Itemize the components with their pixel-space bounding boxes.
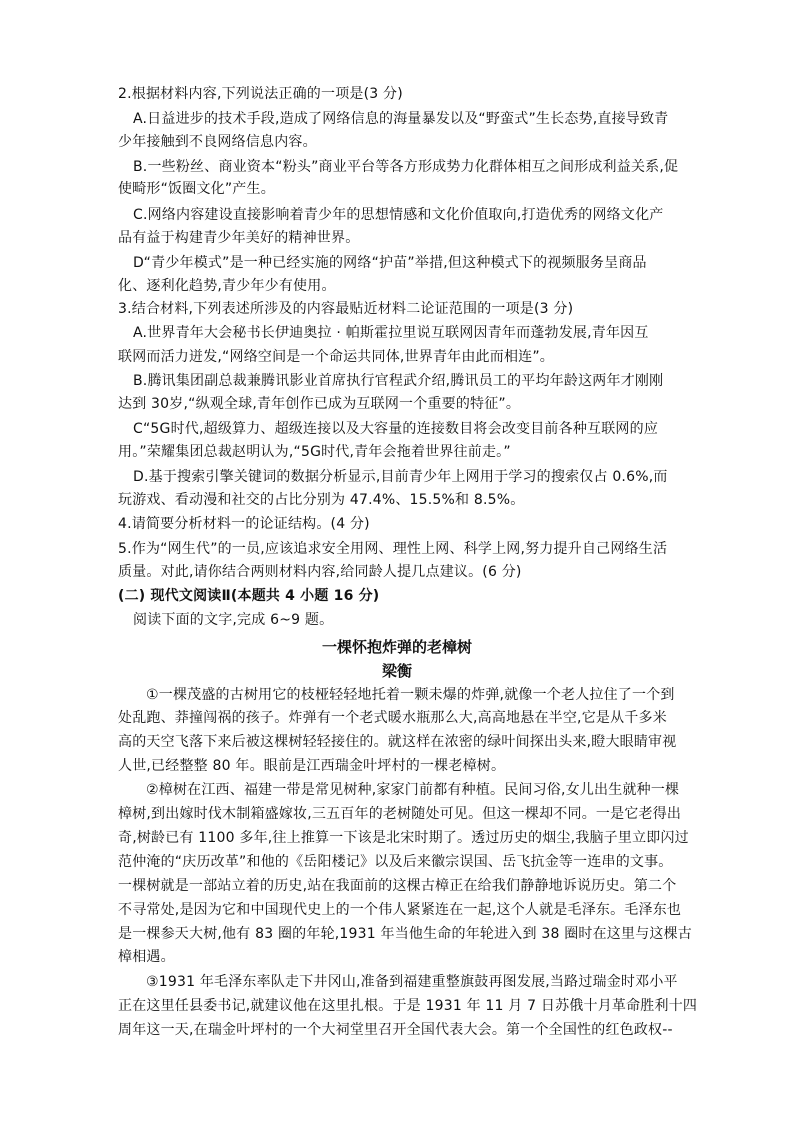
article-author: 梁衡 [381, 662, 412, 680]
option-3b-line-2: 达到 30岁,“纵观全球,青年创作已成为互联网一个重要的特征”。 [118, 396, 521, 412]
option-2b-line-1: B.一些粉丝、商业资本“粉头”商业平台等各方形成势力化群体相互之间形成利益关系,促 [133, 159, 679, 175]
para-2-line-2: 樟树,到出嫁时伐木制箱盛嫁妆,三五百年的老树随处可见。但这一棵却不同。一是它老得出 [118, 806, 682, 822]
option-3a-line-1: A.世界青年大会秘书长伊迪奥拉 · 帕斯霍拉里说互联网因青年而蓬勃发展,青年因互 [133, 325, 649, 341]
para-3-line-1: ③1931 年毛泽东率队走下井冈山,准备到福建重整旗鼓再图发展,当路过瑞金时邓小平 [146, 974, 678, 990]
option-3c-line-2: 用。”荣耀集团总裁赵明认为,“5G时代,青年会拖着世界往前走。” [118, 444, 511, 460]
option-3b-line-1: B.腾讯集团副总裁兼腾讯影业首席执行官程武介绍,腾讯员工的平均年龄这两年才刚刚 [133, 373, 664, 389]
para-2-line-8: 樟相遇。 [118, 949, 175, 965]
para-3-line-2: 正在这里任县委书记,就建议他在这里扎根。于是 1931 年 11 月 7 日苏俄十月革命胜利十四 [118, 998, 698, 1014]
option-2d-line-2: 化、逐利化趋势,青少年少有使用。 [118, 278, 336, 294]
option-2b-line-2: 使畸形“饭圈文化”产生。 [118, 181, 275, 197]
para-2-line-1: ②樟树在江西、福建一带是常见树种,家家门前都有种植。民间习俗,女儿出生就种一棵 [146, 782, 680, 798]
option-3c-line-1: C“5G时代,超级算力、超级连接以及大容量的连接数目将会改变目前各种互联网的应 [133, 421, 659, 437]
para-1-line-3: 高的天空飞落下来后被这棵树轻轻接住的。就这样在浓密的绿叶间探出头来,瞪大眼睛审视 [118, 734, 677, 750]
question-4: 4.请简要分析材料一的论证结构。(4 分) [118, 516, 370, 532]
para-2-line-6: 不寻常处,是因为它和中国现代史上的一个伟人紧紧连在一起,这个人就是毛泽东。毛泽东也 [118, 902, 682, 918]
option-2a-line-2: 少年接触到不良网络信息内容。 [118, 134, 317, 150]
para-2-line-3: 奇,树龄已有 1100 多年,往上推算一下该是北宋时期了。透过历史的烟尘,我脑子里立即闪过 [118, 830, 689, 846]
para-2-line-5: 一棵树就是一部站立着的历史,站在我面前的这棵古樟正在给我们静静地诉说历史。第二个 [118, 878, 677, 894]
option-2a-line-1: A.日益进步的技术手段,造成了网络信息的海量暴发以及“野蛮式”生长态势,直接导致青 [133, 111, 669, 127]
option-2d-line-1: D“青少年模式”是一种已经实施的网络“护苗”举措,但这种模式下的视频服务呈商品 [133, 255, 647, 271]
question-5-line-1: 5.作为“网生代”的一员,应该追求安全用网、理性上网、科学上网,努力提升自己网络生活 [118, 541, 668, 557]
para-3-line-3: 周年这一天,在瑞金叶坪村的一个大祠堂里召开全国代表大会。第一个全国性的红色政权-- [118, 1022, 673, 1038]
question-2-stem: 2.根据材料内容,下列说法正确的一项是(3 分) [118, 86, 403, 102]
option-3a-line-2: 联网而活力迸发,“网络空间是一个命运共同体,世界青年由此而相连”。 [118, 349, 555, 365]
article-title: 一棵怀抱炸弹的老樟树 [321, 638, 472, 656]
section-heading: (二) 现代文阅读Ⅱ(本题共 4 小题 16 分) [118, 588, 380, 604]
option-2c-line-2: 品有益于构建青少年美好的精神世界。 [118, 230, 360, 246]
reading-instruction: 阅读下面的文字,完成 6~9 题。 [133, 612, 334, 628]
para-1-line-1: ①一棵茂盛的古树用它的枝桠轻轻地托着一颗未爆的炸弹,就像一个老人拉住了一个到 [146, 687, 675, 703]
option-2c-line-1: C.网络内容建设直接影响着青少年的思想情感和文化价值取向,打造优秀的网络文化产 [133, 207, 664, 223]
para-1-line-2: 处乱跑、莽撞闯祸的孩子。炸弹有一个老式暖水瓶那么大,高高地悬在半空,它是从千多米 [118, 710, 667, 726]
para-2-line-4: 范仲淹的“庆历改革”和他的《岳阳楼记》以及后来徽宗误国、岳飞抗金等一连串的文事。 [118, 854, 673, 870]
option-3d-line-1: D.基于搜索引擎关键词的数据分析显示,目前青少年上网用于学习的搜索仅占 0.6%,而 [133, 469, 668, 485]
para-1-line-4: 人世,已经整整 80 年。眼前是江西瑞金叶坪村的一棵老樟树。 [118, 758, 506, 774]
question-5-line-2: 质量。对此,请你结合两则材料内容,给同龄人提几点建议。(6 分) [118, 564, 522, 580]
option-3d-line-2: 玩游戏、看动漫和社交的占比分别为 47.4%、15.5%和 8.5%。 [118, 492, 525, 508]
para-2-line-7: 是一棵参天大树,他有 83 圈的年轮,1931 年当他生命的年轮进入到 38 圈时在这里与这棵古 [118, 926, 693, 942]
question-3-stem: 3.结合材料,下列表述所涉及的内容最贴近材料二论证范围的一项是(3 分) [118, 301, 574, 317]
